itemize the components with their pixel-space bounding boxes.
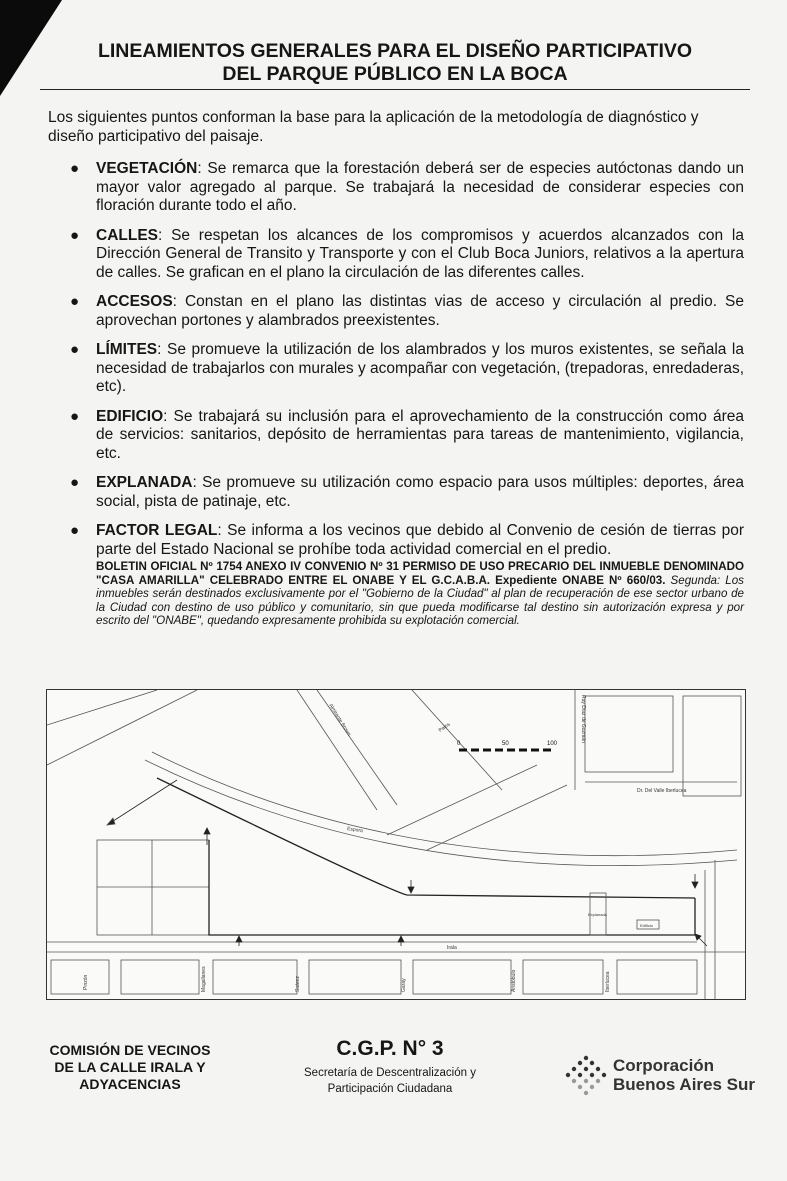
point-heading: EDIFICIO — [96, 407, 164, 425]
point-factor-legal — [70, 522, 744, 628]
bullet-icon: ● — [70, 293, 80, 310]
arrow-icon — [236, 936, 242, 942]
point-text: : Constan en el plano las distintas vias de acceso y circulación al predio. Se aprovechan portones y alambrados preexistentes. — [96, 293, 744, 329]
bullet-icon: ● — [70, 160, 80, 177]
point-text: : Se remarca que la forestación deberá ser de especies autóctonas dando un mayor valor agregado al parque. Se trabajará la necesidad de considerar especies con floración durante todo el año. — [96, 160, 744, 214]
secretaria-line: Participación Ciudadana — [327, 1083, 453, 1095]
road-line — [412, 690, 502, 790]
city-block — [585, 696, 673, 772]
arrow-icon — [692, 882, 698, 888]
point-text: : Se promueve la utilización de los alambrados y los muros existentes, se señala la necesidad de trabajarlos con murales y acompañar con vegetación, (trepadoras, enredaderas, etc). — [96, 341, 744, 395]
title-line-1: LINEAMIENTOS GENERALES PARA EL DISEÑO PARTICIPATIVO — [97, 40, 693, 62]
arrow-icon — [107, 818, 115, 825]
explanada-label: Explanada — [588, 912, 607, 917]
street-label-del-valle: Dr. Del Valle Iberlucea — [637, 788, 687, 794]
commission-line: DE LA CALLE IRALA Y — [54, 1059, 206, 1075]
corporacion-dots-icon — [562, 1052, 610, 1096]
point-accesos — [70, 293, 744, 330]
point-edificio — [70, 407, 744, 464]
access-line — [107, 780, 177, 825]
point-text: : Se respetan los alcances de los compromisos y acuerdos alcanzados con la Dirección General de Transito y Transporte y con el Club Boca Juniors, relativos a la apertura de calles. Se grafican en el plano la circulación de las diferentes calles. — [96, 226, 744, 281]
road-line — [387, 765, 537, 835]
arrow-icon — [398, 936, 404, 942]
legal-note-bold: BOLETIN OFICIAL Nº 1754 ANEXO IV CONVENIO Nº 31 PERMISO DE USO PRECARIO DEL INMUEBLE DENOMINADO "CASA AMARILLA" CELEBRADO ENTRE EL ONABE Y EL G.C.A.B.A. Expediente ONABE Nº 660/03. — [96, 560, 744, 587]
bullet-icon: ● — [70, 341, 80, 358]
street-label-garay: Garay — [401, 978, 407, 992]
lower-blocks — [51, 960, 697, 994]
city-block — [683, 696, 741, 796]
street-label-aristobulo: Aristóbulo — [511, 969, 517, 992]
corporacion-logo — [562, 1052, 772, 1096]
legal-note-italic: Segunda: Los inmuebles serán destinados exclusivamente por el "Gobierno de la Ciudad" al plan de recuperación de ese sector urbano de la Ciudad con destino de uso público y comunitario, sin que pueda modificarse tal destino sin autorización expresa y por escrito del "ONABE", quedando expresamente prohibida su explotación comercial. — [96, 573, 744, 627]
scale-label: 50 — [502, 741, 509, 747]
bullet-icon: ● — [70, 474, 80, 491]
bullet-icon: ● — [70, 226, 80, 244]
street-label-magallanes: Magallanes — [201, 966, 207, 992]
point-explanada — [70, 474, 744, 511]
footer-cgp — [290, 1036, 490, 1097]
street-label-iberlucea: Iberlucea — [605, 971, 611, 992]
railway-line — [145, 760, 737, 866]
point-text: : Se trabajará su inclusión para el aprovechamiento de la construcción como área de servicios: sanitarios, depósito de herramientas para tareas de mantenimiento, vigilancia, etc. — [96, 407, 744, 462]
secretaria-line: Secretaría de Descentralización y — [304, 1067, 476, 1079]
street-label-ruy-diaz: Ruy Díaz de Guzmán — [580, 695, 586, 743]
point-limites — [70, 341, 744, 397]
street-label-espora: Espora — [346, 826, 364, 835]
point-text: : Se informa a los vecinos que debido al Convenio de cesión de tierras por parte del Estado Nacional se prohíbe toda actividad comercial en el predio. — [96, 522, 744, 558]
secretaria-name — [290, 1065, 490, 1097]
cgp-title: C.G.P. N° 3 — [336, 1037, 444, 1060]
site-plan-drawing — [47, 690, 745, 999]
footer-commission — [30, 1042, 230, 1093]
point-calles — [70, 226, 744, 283]
intro-paragraph: Los siguientes puntos conforman la base para la aplicación de la metodología de diagnóstico y diseño participativo del paisaje. — [48, 109, 699, 145]
road-line — [297, 690, 377, 810]
point-heading: LÍMITES — [96, 341, 158, 358]
commission-line: ADYACENCIAS — [79, 1076, 181, 1092]
logo-line: Buenos Aires Sur — [613, 1075, 756, 1094]
commission-line: COMISIÓN DE VECINOS — [49, 1042, 211, 1058]
street-label-almirante-brown: Almirante Brown — [327, 702, 352, 738]
arrow-icon — [408, 887, 414, 893]
street-label-palos: Palos — [437, 721, 452, 734]
point-heading: FACTOR LEGAL — [96, 522, 218, 539]
point-heading: ACCESOS — [96, 293, 173, 310]
bullet-icon: ● — [70, 407, 80, 425]
park-north-edge — [157, 778, 695, 898]
edificio-label: Edificio — [640, 923, 653, 928]
point-vegetacion — [70, 160, 744, 216]
street-label-pinzon: Pinzón — [83, 974, 89, 990]
city-block — [97, 840, 209, 935]
street-label-suarez: Suárez — [295, 976, 301, 992]
title-line-2: DEL PARQUE PÚBLICO EN LA BOCA — [222, 63, 568, 85]
point-heading: VEGETACIÓN — [96, 160, 198, 177]
legal-note — [96, 560, 744, 628]
site-plan-map — [46, 689, 746, 1000]
guidelines-list — [70, 160, 744, 639]
point-heading: EXPLANADA — [96, 474, 193, 491]
logo-line: Corporación — [613, 1056, 715, 1075]
arrow-icon — [204, 828, 210, 834]
bullet-icon: ● — [70, 522, 80, 539]
point-text: : Se promueve su utilización como espacio para usos múltiples: deportes, área social, pista de patinaje, etc. — [96, 474, 744, 510]
road-line — [427, 785, 567, 850]
street-label-irala: Irala — [447, 945, 457, 951]
corporacion-name — [613, 1056, 755, 1094]
access-arrows — [204, 828, 707, 946]
railway-line — [152, 752, 737, 856]
road-line — [47, 690, 157, 725]
point-heading: CALLES — [96, 226, 158, 244]
scale-label: 100 — [547, 741, 558, 747]
document-title — [40, 40, 750, 90]
scale-label: 0 — [457, 741, 461, 747]
